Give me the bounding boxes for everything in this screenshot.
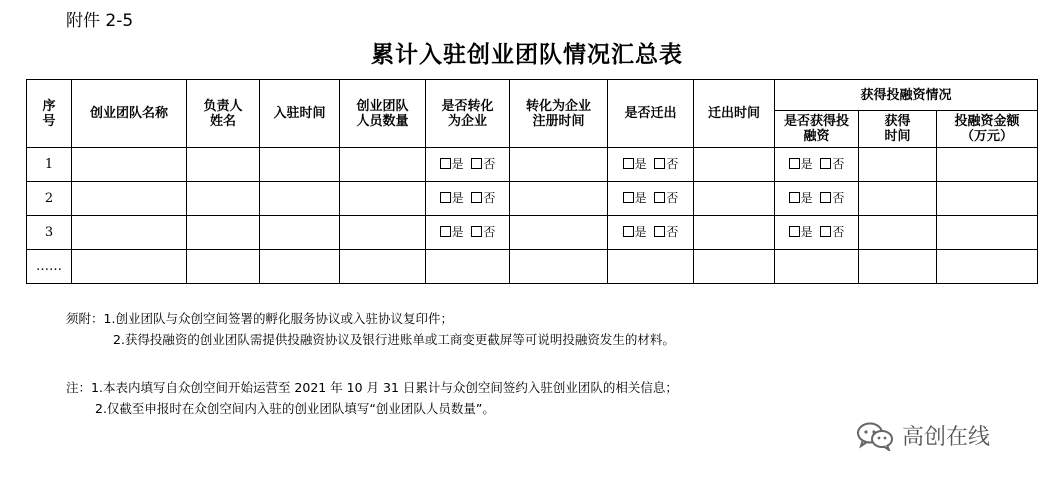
cell-invest-time[interactable] — [859, 182, 937, 216]
checkbox-no[interactable] — [654, 192, 665, 203]
checkbox-no-label: 否 — [666, 225, 679, 239]
remark-label: 注： — [66, 380, 92, 395]
watermark — [856, 420, 990, 451]
cell-invest-amount[interactable] — [937, 148, 1038, 182]
checkbox-yes[interactable] — [440, 158, 451, 169]
checkbox-yes-label: 是 — [451, 225, 464, 239]
cell-move-out-time[interactable] — [694, 216, 775, 250]
checkbox-no-label: 否 — [483, 191, 496, 205]
cell-converted — [426, 216, 510, 250]
checkbox-yes-label: 是 — [800, 157, 813, 171]
checkbox-no-label: 否 — [666, 157, 679, 171]
header-invest-obtained: 是否获得投融资 — [775, 111, 859, 148]
remark-item-2: 2.仅截至申报时在众创空间内入驻的创业团队填写“创业团队人员数量”。 — [95, 401, 495, 416]
cell-leader[interactable] — [187, 216, 260, 250]
row-seq: 2 — [27, 182, 72, 216]
cell-member-count[interactable] — [340, 250, 426, 284]
checkbox-no[interactable] — [654, 226, 665, 237]
cell-invest-time[interactable] — [859, 216, 937, 250]
page-title: 累计入驻创业团队情况汇总表 — [371, 41, 683, 68]
header-seq: 序号 — [27, 80, 72, 148]
checkbox-yes-label: 是 — [800, 225, 813, 239]
cell-moved-out[interactable] — [608, 250, 694, 284]
checkbox-yes-label: 是 — [634, 157, 647, 171]
cell-move-out-time[interactable] — [694, 250, 775, 284]
cell-invest-obtained — [775, 182, 859, 216]
header-investment-group: 获得投融资情况 — [775, 80, 1038, 111]
cell-entry-time[interactable] — [260, 250, 340, 284]
cell-entry-time[interactable] — [260, 216, 340, 250]
table-row — [27, 250, 1038, 284]
cell-moved-out — [608, 216, 694, 250]
header-leader: 负责人姓名 — [187, 80, 260, 148]
cell-move-out-time[interactable] — [694, 148, 775, 182]
checkbox-no[interactable] — [820, 192, 831, 203]
cell-moved-out — [608, 182, 694, 216]
header-moved-out: 是否迁出 — [608, 80, 694, 148]
cell-converted — [426, 182, 510, 216]
header-member-count: 创业团队人员数量 — [340, 80, 426, 148]
remark-item-1: 1.本表内填写自众创空间开始运营至 2021 年 10 月 31 日累计与众创空间签约入驻创业团队的相关信息； — [91, 380, 678, 395]
checkbox-yes-label: 是 — [800, 191, 813, 205]
cell-move-out-time[interactable] — [694, 182, 775, 216]
cell-team-name[interactable] — [72, 216, 187, 250]
header-entry-time: 入驻时间 — [260, 80, 340, 148]
cell-invest-amount[interactable] — [937, 182, 1038, 216]
cell-invest-obtained[interactable] — [775, 250, 859, 284]
checkbox-yes[interactable] — [789, 226, 800, 237]
required-item-2: 2.获得投融资的创业团队需提供投融资协议及银行进账单或工商变更截屏等可说明投融资发生的材料。 — [113, 332, 675, 347]
table-row — [27, 148, 1038, 182]
checkbox-no-label: 否 — [832, 225, 845, 239]
cell-moved-out — [608, 148, 694, 182]
cell-converted[interactable] — [426, 250, 510, 284]
required-item-1: 1.创业团队与众创空间签署的孵化服务协议或入驻协议复印件； — [103, 311, 453, 326]
required-label: 须附： — [66, 311, 104, 326]
header-move-out-time: 迁出时间 — [694, 80, 775, 148]
checkbox-no[interactable] — [471, 158, 482, 169]
remark-notes — [66, 380, 678, 417]
header-invest-amount: 投融资金额（万元） — [937, 111, 1038, 148]
cell-member-count[interactable] — [340, 148, 426, 182]
checkbox-no-label: 否 — [832, 191, 845, 205]
cell-leader[interactable] — [187, 148, 260, 182]
cell-invest-amount[interactable] — [937, 216, 1038, 250]
checkbox-no[interactable] — [471, 226, 482, 237]
checkbox-no[interactable] — [654, 158, 665, 169]
checkbox-no[interactable] — [820, 226, 831, 237]
row-seq: 1 — [27, 148, 72, 182]
checkbox-no-label: 否 — [666, 191, 679, 205]
checkbox-yes-label: 是 — [634, 191, 647, 205]
row-seq: 3 — [27, 216, 72, 250]
cell-invest-time[interactable] — [859, 148, 937, 182]
cell-team-name[interactable] — [72, 148, 187, 182]
cell-reg-time[interactable] — [510, 250, 608, 284]
cell-entry-time[interactable] — [260, 182, 340, 216]
cell-invest-amount[interactable] — [937, 250, 1038, 284]
cell-reg-time[interactable] — [510, 148, 608, 182]
cell-member-count[interactable] — [340, 216, 426, 250]
checkbox-yes[interactable] — [440, 192, 451, 203]
row-seq: …… — [27, 250, 72, 284]
cell-invest-time[interactable] — [859, 250, 937, 284]
checkbox-no[interactable] — [820, 158, 831, 169]
wechat-icon — [856, 421, 894, 451]
summary-table — [26, 79, 1038, 284]
table-row — [27, 216, 1038, 250]
checkbox-no-label: 否 — [483, 225, 496, 239]
attachment-label: 附件 2-5 — [66, 11, 134, 31]
watermark-text: 高创在线 — [902, 425, 991, 450]
header-converted: 是否转化为企业 — [426, 80, 510, 148]
checkbox-no[interactable] — [471, 192, 482, 203]
checkbox-yes-label: 是 — [451, 157, 464, 171]
header-reg-time: 转化为企业注册时间 — [510, 80, 608, 148]
checkbox-no-label: 否 — [832, 157, 845, 171]
cell-team-name[interactable] — [72, 182, 187, 216]
checkbox-yes[interactable] — [623, 226, 634, 237]
checkbox-yes-label: 是 — [451, 191, 464, 205]
checkbox-no-label: 否 — [483, 157, 496, 171]
checkbox-yes[interactable] — [440, 226, 451, 237]
cell-entry-time[interactable] — [260, 148, 340, 182]
required-attachments-notes — [66, 311, 675, 348]
cell-member-count[interactable] — [340, 182, 426, 216]
checkbox-yes[interactable] — [623, 192, 634, 203]
checkbox-yes[interactable] — [789, 158, 800, 169]
cell-reg-time[interactable] — [510, 182, 608, 216]
checkbox-yes-label: 是 — [634, 225, 647, 239]
checkbox-yes[interactable] — [789, 192, 800, 203]
header-team-name: 创业团队名称 — [72, 80, 187, 148]
cell-invest-obtained — [775, 148, 859, 182]
cell-invest-obtained — [775, 216, 859, 250]
cell-converted — [426, 148, 510, 182]
cell-leader[interactable] — [187, 250, 260, 284]
table-row — [27, 182, 1038, 216]
cell-reg-time[interactable] — [510, 216, 608, 250]
checkbox-yes[interactable] — [623, 158, 634, 169]
cell-leader[interactable] — [187, 182, 260, 216]
header-invest-time: 获得时间 — [859, 111, 937, 148]
cell-team-name[interactable] — [72, 250, 187, 284]
